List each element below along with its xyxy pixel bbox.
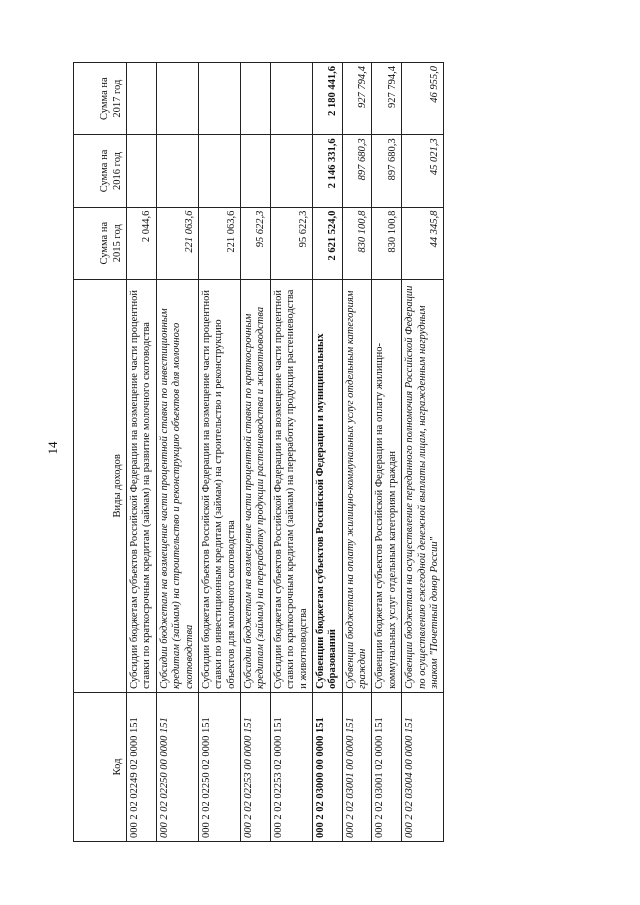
cell-sum-2015: 95 622,3 — [270, 207, 312, 279]
cell-sum-2016 — [270, 135, 312, 207]
table-row — [312, 63, 342, 842]
cell-sum-2016: 897 680,3 — [372, 135, 402, 207]
cell-sum-2016 — [241, 135, 271, 207]
header-code: Код — [74, 692, 127, 841]
cell-name: Субсидии бюджетам на возмещение части процентной ставки по краткосрочным кредитам (займам) на переработку продукции растениеводства и животноводства — [241, 279, 271, 692]
cell-sum-2017 — [241, 63, 271, 135]
cell-name: Субсидии бюджетам субъектов Российской Федерации на возмещение части процентной ставки по краткосрочным кредитам (займам) на развитие молочного скотоводства — [127, 279, 157, 692]
table-row — [372, 63, 402, 842]
cell-sum-2017: 927 794,4 — [372, 63, 402, 135]
cell-code: 000 2 02 03004 00 0000 151 — [402, 692, 444, 841]
cell-sum-2016: 897 680,3 — [342, 135, 372, 207]
cell-name: Субвенции бюджетам на оплату жилищно-коммунальных услуг отдельным категориям граждан — [342, 279, 372, 692]
cell-name: Субсидии бюджетам субъектов Российской Федерации на возмещение части процентной ставки по краткосрочным кредитам (займам) на переработку продукции растениеводства и животноводства — [270, 279, 312, 692]
cell-sum-2017 — [156, 63, 198, 135]
cell-code: 000 2 02 03001 00 0000 151 — [342, 692, 372, 841]
cell-sum-2015: 221 063,6 — [156, 207, 198, 279]
cell-code: 000 2 02 02250 02 0000 151 — [198, 692, 240, 841]
cell-code: 000 2 02 03001 02 0000 151 — [372, 692, 402, 841]
table-row — [241, 63, 271, 842]
cell-sum-2017 — [198, 63, 240, 135]
table-row — [198, 63, 240, 842]
cell-sum-2016: 45 021,3 — [402, 135, 444, 207]
cell-sum-2015: 221 063,6 — [198, 207, 240, 279]
cell-sum-2017: 46 955,0 — [402, 63, 444, 135]
cell-sum-2016: 2 146 331,6 — [312, 135, 342, 207]
table-row — [156, 63, 198, 842]
table-row — [127, 63, 157, 842]
cell-sum-2015: 830 100,8 — [342, 207, 372, 279]
cell-name: Субвенции бюджетам субъектов Российской Федерации и муниципальных образований — [312, 279, 342, 692]
rotated-table-container — [73, 62, 543, 842]
table-header-row — [74, 63, 127, 842]
table-row — [342, 63, 372, 842]
cell-sum-2017 — [270, 63, 312, 135]
cell-code: 000 2 02 02253 02 0000 151 — [270, 692, 312, 841]
cell-name: Субсидии бюджетам на возмещение части процентной ставки по инвестиционным кредитам (займам) на строительство и реконструкцию объектов для молочного скотоводства — [156, 279, 198, 692]
cell-sum-2015: 830 100,8 — [372, 207, 402, 279]
table-row — [402, 63, 444, 842]
cell-code: 000 2 02 02249 02 0000 151 — [127, 692, 157, 841]
cell-sum-2016 — [198, 135, 240, 207]
cell-sum-2017: 2 180 441,6 — [312, 63, 342, 135]
cell-sum-2017 — [127, 63, 157, 135]
cell-sum-2015: 44 345,8 — [402, 207, 444, 279]
table-row — [270, 63, 312, 842]
header-sum-2015: Сумма на 2015 год — [74, 207, 127, 279]
cell-sum-2015: 2 621 524,0 — [312, 207, 342, 279]
cell-sum-2015: 2 044,6 — [127, 207, 157, 279]
header-name: Виды доходов — [74, 279, 127, 692]
cell-code: 000 2 02 03000 00 0000 151 — [312, 692, 342, 841]
cell-sum-2015: 95 622,3 — [241, 207, 271, 279]
cell-name: Субвенции бюджетам на осуществление переданного полномочия Российской Федерации по осуществлению ежегодной денежной выплаты лицам, награжденным нагрудным знаком "Почетный донор России" — [402, 279, 444, 692]
page-number: 14 — [45, 441, 60, 455]
cell-sum-2016 — [156, 135, 198, 207]
header-sum-2017: Сумма на 2017 год — [74, 63, 127, 135]
header-sum-2016: Сумма на 2016 год — [74, 135, 127, 207]
cell-sum-2016 — [127, 135, 157, 207]
cell-code: 000 2 02 02250 00 0000 151 — [156, 692, 198, 841]
cell-code: 000 2 02 02253 00 0000 151 — [241, 692, 271, 841]
cell-name: Субвенции бюджетам субъектов Российской Федерации на оплату жилищно-коммунальных услуг отдельным категориям граждан — [372, 279, 402, 692]
cell-name: Субсидии бюджетам субъектов Российской Федерации на возмещение части процентной ставки по инвестиционным кредитам (займам) на строительство и реконструкцию объектов для молочного скотоводства — [198, 279, 240, 692]
cell-sum-2017: 927 794,4 — [342, 63, 372, 135]
revenue-table — [73, 62, 444, 842]
